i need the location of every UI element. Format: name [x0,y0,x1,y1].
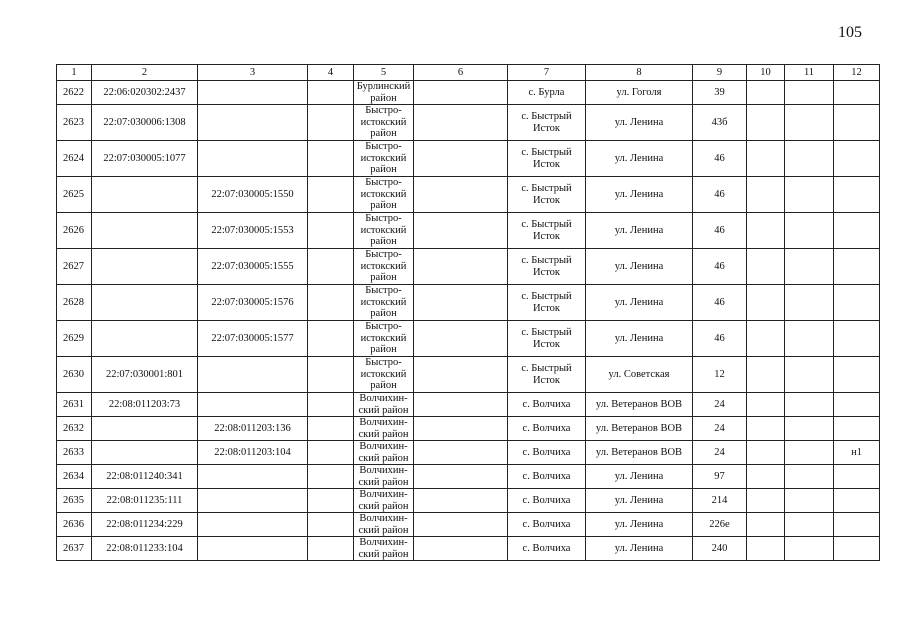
table-row [57,393,880,417]
cell-row-number: 2630 [57,357,92,393]
cell-settlement: с. Бурла [508,81,586,105]
cell-col-11 [785,285,834,321]
cell-cadastral-number-2 [198,357,308,393]
cell-col-6 [414,141,508,177]
cell-col-6 [414,513,508,537]
cell-cadastral-number-2: 22:07:030005:1553 [198,213,308,249]
cell-settlement: с. Волчиха [508,441,586,465]
cell-col-6 [414,177,508,213]
cell-col-10 [747,177,785,213]
cell-district: Быстро-истокский район [354,105,414,141]
cell-settlement: с. Волчиха [508,393,586,417]
header-row [57,65,880,81]
cell-col-10 [747,141,785,177]
cell-col-4 [308,489,354,513]
cell-street: ул. Ленина [586,213,693,249]
cell-cadastral-number: 22:08:011203:73 [92,393,198,417]
cell-street: ул. Ветеранов ВОВ [586,441,693,465]
table-row [57,249,880,285]
cell-street: ул. Ленина [586,537,693,561]
cell-cadastral-number-2: 22:07:030005:1577 [198,321,308,357]
cell-district: Быстро-истокский район [354,213,414,249]
column-header-10: 10 [747,65,785,81]
cell-col-10 [747,513,785,537]
cell-row-number: 2633 [57,441,92,465]
cell-col-6 [414,441,508,465]
cell-col-4 [308,213,354,249]
cell-settlement: с. Быстрый Исток [508,177,586,213]
column-header-4: 4 [308,65,354,81]
cell-house-number: 46 [693,321,747,357]
cell-row-number: 2626 [57,213,92,249]
cell-street: ул. Ленина [586,489,693,513]
cell-cadastral-number-2 [198,105,308,141]
cell-settlement: с. Быстрый Исток [508,249,586,285]
cell-col-10 [747,537,785,561]
cell-note [834,321,880,357]
cell-col-11 [785,513,834,537]
cell-district: Быстро-истокский район [354,177,414,213]
cell-street: ул. Ветеранов ВОВ [586,393,693,417]
table-row [57,81,880,105]
table-row [57,105,880,141]
cell-cadastral-number: 22:06:020302:2437 [92,81,198,105]
table-row [57,357,880,393]
cell-cadastral-number: 22:07:030005:1077 [92,141,198,177]
cell-col-10 [747,105,785,141]
cell-col-6 [414,105,508,141]
table-row [57,417,880,441]
cell-cadastral-number [92,285,198,321]
cell-col-10 [747,393,785,417]
column-header-6: 6 [414,65,508,81]
cell-house-number: 226е [693,513,747,537]
cell-col-6 [414,465,508,489]
cell-col-4 [308,81,354,105]
cell-district: Волчихин-ский район [354,537,414,561]
cell-note [834,285,880,321]
cell-cadastral-number: 22:07:030001:801 [92,357,198,393]
cell-col-10 [747,357,785,393]
cell-street: ул. Ленина [586,105,693,141]
cell-cadastral-number-2: 22:08:011203:104 [198,441,308,465]
cell-cadastral-number [92,249,198,285]
cell-row-number: 2622 [57,81,92,105]
cell-note [834,537,880,561]
cell-house-number: 24 [693,441,747,465]
cell-cadastral-number: 22:08:011234:229 [92,513,198,537]
cell-col-10 [747,465,785,489]
cell-note [834,513,880,537]
cell-cadastral-number [92,417,198,441]
cell-settlement: с. Быстрый Исток [508,141,586,177]
cell-cadastral-number: 22:07:030006:1308 [92,105,198,141]
cell-col-6 [414,285,508,321]
cell-district: Волчихин-ский район [354,489,414,513]
cell-col-10 [747,489,785,513]
cell-col-4 [308,105,354,141]
cell-cadastral-number: 22:08:011240:341 [92,465,198,489]
page-number: 105 [838,24,862,41]
cell-street: ул. Ленина [586,513,693,537]
cell-col-4 [308,441,354,465]
cell-cadastral-number [92,441,198,465]
cell-col-4 [308,321,354,357]
table-row [57,465,880,489]
cell-district: Волчихин-ский район [354,441,414,465]
cell-note [834,105,880,141]
cell-settlement: с. Волчиха [508,513,586,537]
cell-col-10 [747,441,785,465]
registry-table [56,64,880,561]
cell-col-11 [785,321,834,357]
cell-row-number: 2631 [57,393,92,417]
cell-house-number: 24 [693,417,747,441]
cell-district: Быстро-истокский район [354,285,414,321]
cell-col-10 [747,321,785,357]
cell-street: ул. Ленина [586,465,693,489]
cell-col-4 [308,465,354,489]
cell-col-6 [414,489,508,513]
cell-house-number: 46 [693,141,747,177]
cell-row-number: 2627 [57,249,92,285]
cell-cadastral-number-2: 22:08:011203:136 [198,417,308,441]
cell-col-11 [785,105,834,141]
table-row [57,285,880,321]
cell-district: Быстро-истокский район [354,141,414,177]
cell-col-11 [785,177,834,213]
cell-house-number: 240 [693,537,747,561]
cell-house-number: 46 [693,285,747,321]
cell-settlement: с. Быстрый Исток [508,105,586,141]
table-row [57,321,880,357]
cell-house-number: 43б [693,105,747,141]
cell-col-11 [785,81,834,105]
cell-note [834,357,880,393]
cell-cadastral-number [92,321,198,357]
cell-settlement: с. Быстрый Исток [508,213,586,249]
cell-col-10 [747,249,785,285]
cell-col-10 [747,81,785,105]
cell-col-4 [308,513,354,537]
column-header-5: 5 [354,65,414,81]
cell-col-6 [414,81,508,105]
cell-district: Волчихин-ский район [354,393,414,417]
cell-col-4 [308,285,354,321]
cell-district: Волчихин-ский район [354,465,414,489]
cell-row-number: 2634 [57,465,92,489]
cell-street: ул. Ленина [586,141,693,177]
cell-house-number: 12 [693,357,747,393]
cell-cadastral-number: 22:08:011233:104 [92,537,198,561]
cell-district: Бурлинский район [354,81,414,105]
cell-note [834,393,880,417]
column-header-7: 7 [508,65,586,81]
column-header-12: 12 [834,65,880,81]
cell-district: Быстро-истокский район [354,357,414,393]
table-row [57,177,880,213]
cell-district: Волчихин-ский район [354,513,414,537]
cell-cadastral-number-2 [198,537,308,561]
cell-col-4 [308,393,354,417]
cell-street: ул. Ленина [586,321,693,357]
cell-cadastral-number [92,213,198,249]
cell-street: ул. Ветеранов ВОВ [586,417,693,441]
cell-note [834,213,880,249]
table-row [57,213,880,249]
cell-row-number: 2625 [57,177,92,213]
cell-street: ул. Ленина [586,249,693,285]
table-row [57,489,880,513]
cell-note [834,417,880,441]
cell-col-4 [308,417,354,441]
cell-col-4 [308,249,354,285]
column-header-3: 3 [198,65,308,81]
cell-col-11 [785,489,834,513]
cell-col-11 [785,537,834,561]
cell-col-10 [747,417,785,441]
table-row [57,141,880,177]
cell-street: ул. Гоголя [586,81,693,105]
cell-col-6 [414,393,508,417]
cell-settlement: с. Волчиха [508,537,586,561]
cell-cadastral-number-2 [198,465,308,489]
cell-row-number: 2628 [57,285,92,321]
cell-col-11 [785,141,834,177]
cell-note [834,141,880,177]
cell-settlement: с. Быстрый Исток [508,321,586,357]
cell-col-4 [308,141,354,177]
cell-house-number: 39 [693,81,747,105]
cell-cadastral-number-2 [198,393,308,417]
cell-col-11 [785,249,834,285]
cell-col-11 [785,393,834,417]
cell-house-number: 46 [693,177,747,213]
column-header-8: 8 [586,65,693,81]
cell-district: Волчихин-ский район [354,417,414,441]
cell-note [834,249,880,285]
cell-col-11 [785,465,834,489]
cell-house-number: 214 [693,489,747,513]
column-header-11: 11 [785,65,834,81]
cell-settlement: с. Волчиха [508,489,586,513]
cell-row-number: 2635 [57,489,92,513]
table-row [57,537,880,561]
cell-cadastral-number [92,177,198,213]
table-row [57,441,880,465]
cell-col-6 [414,213,508,249]
cell-settlement: с. Быстрый Исток [508,357,586,393]
cell-house-number: 46 [693,213,747,249]
cell-settlement: с. Волчиха [508,417,586,441]
cell-row-number: 2623 [57,105,92,141]
cell-note [834,465,880,489]
column-header-2: 2 [92,65,198,81]
cell-row-number: 2629 [57,321,92,357]
cell-col-11 [785,357,834,393]
cell-cadastral-number-2 [198,81,308,105]
cell-col-6 [414,321,508,357]
cell-row-number: 2637 [57,537,92,561]
cell-street: ул. Советская [586,357,693,393]
cell-col-4 [308,177,354,213]
cell-district: Быстро-истокский район [354,321,414,357]
cell-col-6 [414,417,508,441]
cell-col-6 [414,357,508,393]
cell-row-number: 2632 [57,417,92,441]
cell-street: ул. Ленина [586,285,693,321]
cell-col-4 [308,357,354,393]
cell-cadastral-number-2: 22:07:030005:1555 [198,249,308,285]
cell-cadastral-number-2 [198,513,308,537]
cell-house-number: 24 [693,393,747,417]
cell-settlement: с. Быстрый Исток [508,285,586,321]
cell-col-11 [785,417,834,441]
cell-col-4 [308,537,354,561]
cell-row-number: 2624 [57,141,92,177]
cell-cadastral-number-2 [198,141,308,177]
cell-cadastral-number: 22:08:011235:111 [92,489,198,513]
cell-street: ул. Ленина [586,177,693,213]
cell-col-10 [747,285,785,321]
table-body [57,81,880,561]
cell-note: н1 [834,441,880,465]
cell-cadastral-number-2: 22:07:030005:1550 [198,177,308,213]
cell-house-number: 46 [693,249,747,285]
cell-col-6 [414,249,508,285]
table-row [57,513,880,537]
cell-settlement: с. Волчиха [508,465,586,489]
cell-cadastral-number-2: 22:07:030005:1576 [198,285,308,321]
cell-col-10 [747,213,785,249]
cell-note [834,177,880,213]
cell-house-number: 97 [693,465,747,489]
column-header-9: 9 [693,65,747,81]
cell-col-11 [785,213,834,249]
column-header-1: 1 [57,65,92,81]
cell-district: Быстро-истокский район [354,249,414,285]
cell-note [834,489,880,513]
cell-col-11 [785,441,834,465]
cell-note [834,81,880,105]
cell-row-number: 2636 [57,513,92,537]
cell-col-6 [414,537,508,561]
cell-cadastral-number-2 [198,489,308,513]
